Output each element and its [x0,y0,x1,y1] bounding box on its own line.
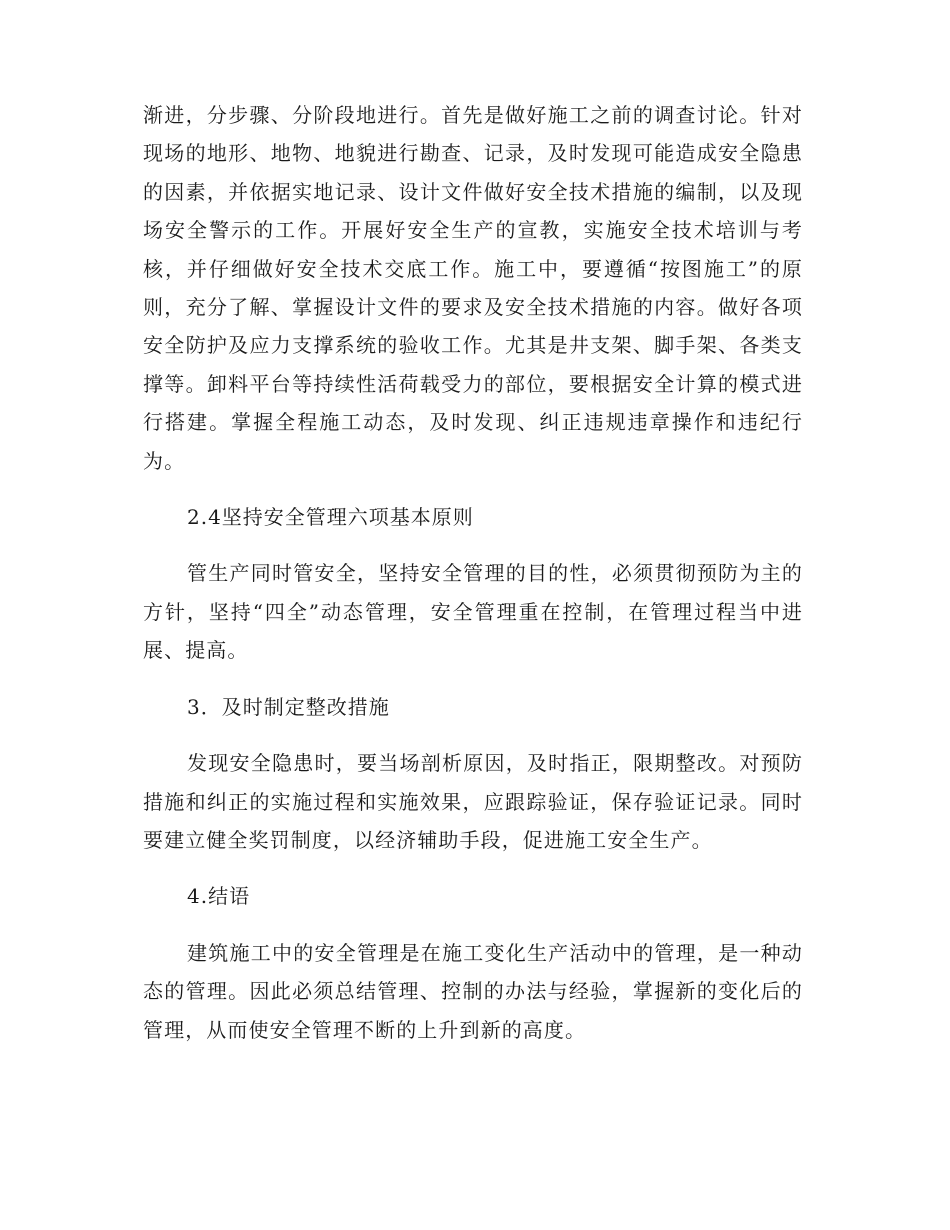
section-3-body: 发现安全隐患时，要当场剖析原因，及时指正，限期整改。对预防措施和纠正的实施过程和实施效果，应跟踪验证，保存验证记录。同时要建立健全奖罚制度，以经济辅助手段，促进施工安全生产。 [143,751,803,852]
spacer [143,480,803,498]
section-3-heading: 3．及时制定整改措施 [187,694,390,719]
spacer [143,670,803,688]
intro-paragraph: 渐进，分步骤、分阶段地进行。首先是做好施工之前的调查讨论。针对现场的地形、地物、地貌进行勘查、记录，及时发现可能造成安全隐患的因素，并依据实地记录、设计文件做好安全技术措施的编制，以及现场安全警示的工作。开展好安全生产的宣教，实施安全技术培训与考核，并仔细做好安全技术交底工作。施工中，要遵循“按图施工”的原则，充分了解、掌握设计文件的要求及安全技术措施的内容。做好各项安全防护及应力支撑系统的验收工作。尤其是井支架、脚手架、各类支撑等。卸料平台等持续性活荷载受力的部位，要根据安全计算的模式进行搭建。掌握全程施工动态，及时发现、纠正违规违章操作和违纪行为。 [143,103,803,473]
spacer [143,859,803,877]
spacer [143,726,803,744]
document-page [143,96,803,1049]
section-2-4-body: 管生产同时管安全，坚持安全管理的目的性，必须贯彻预防为主的方针，坚持“四全”动态管理，安全管理重在控制，在管理过程当中进展、提高。 [143,561,803,663]
spacer [143,916,803,934]
section-2-4-heading: 2.4坚持安全管理六项基本原则 [187,505,474,530]
section-4-heading: 4.结语 [187,884,251,909]
section-4-body: 建筑施工中的安全管理是在施工变化生产活动中的管理，是一种动态的管理。因此必须总结管理、控制的办法与经验，掌握新的变化后的管理，从而使安全管理不断的上升到新的高度。 [143,940,803,1042]
spacer [143,536,803,554]
